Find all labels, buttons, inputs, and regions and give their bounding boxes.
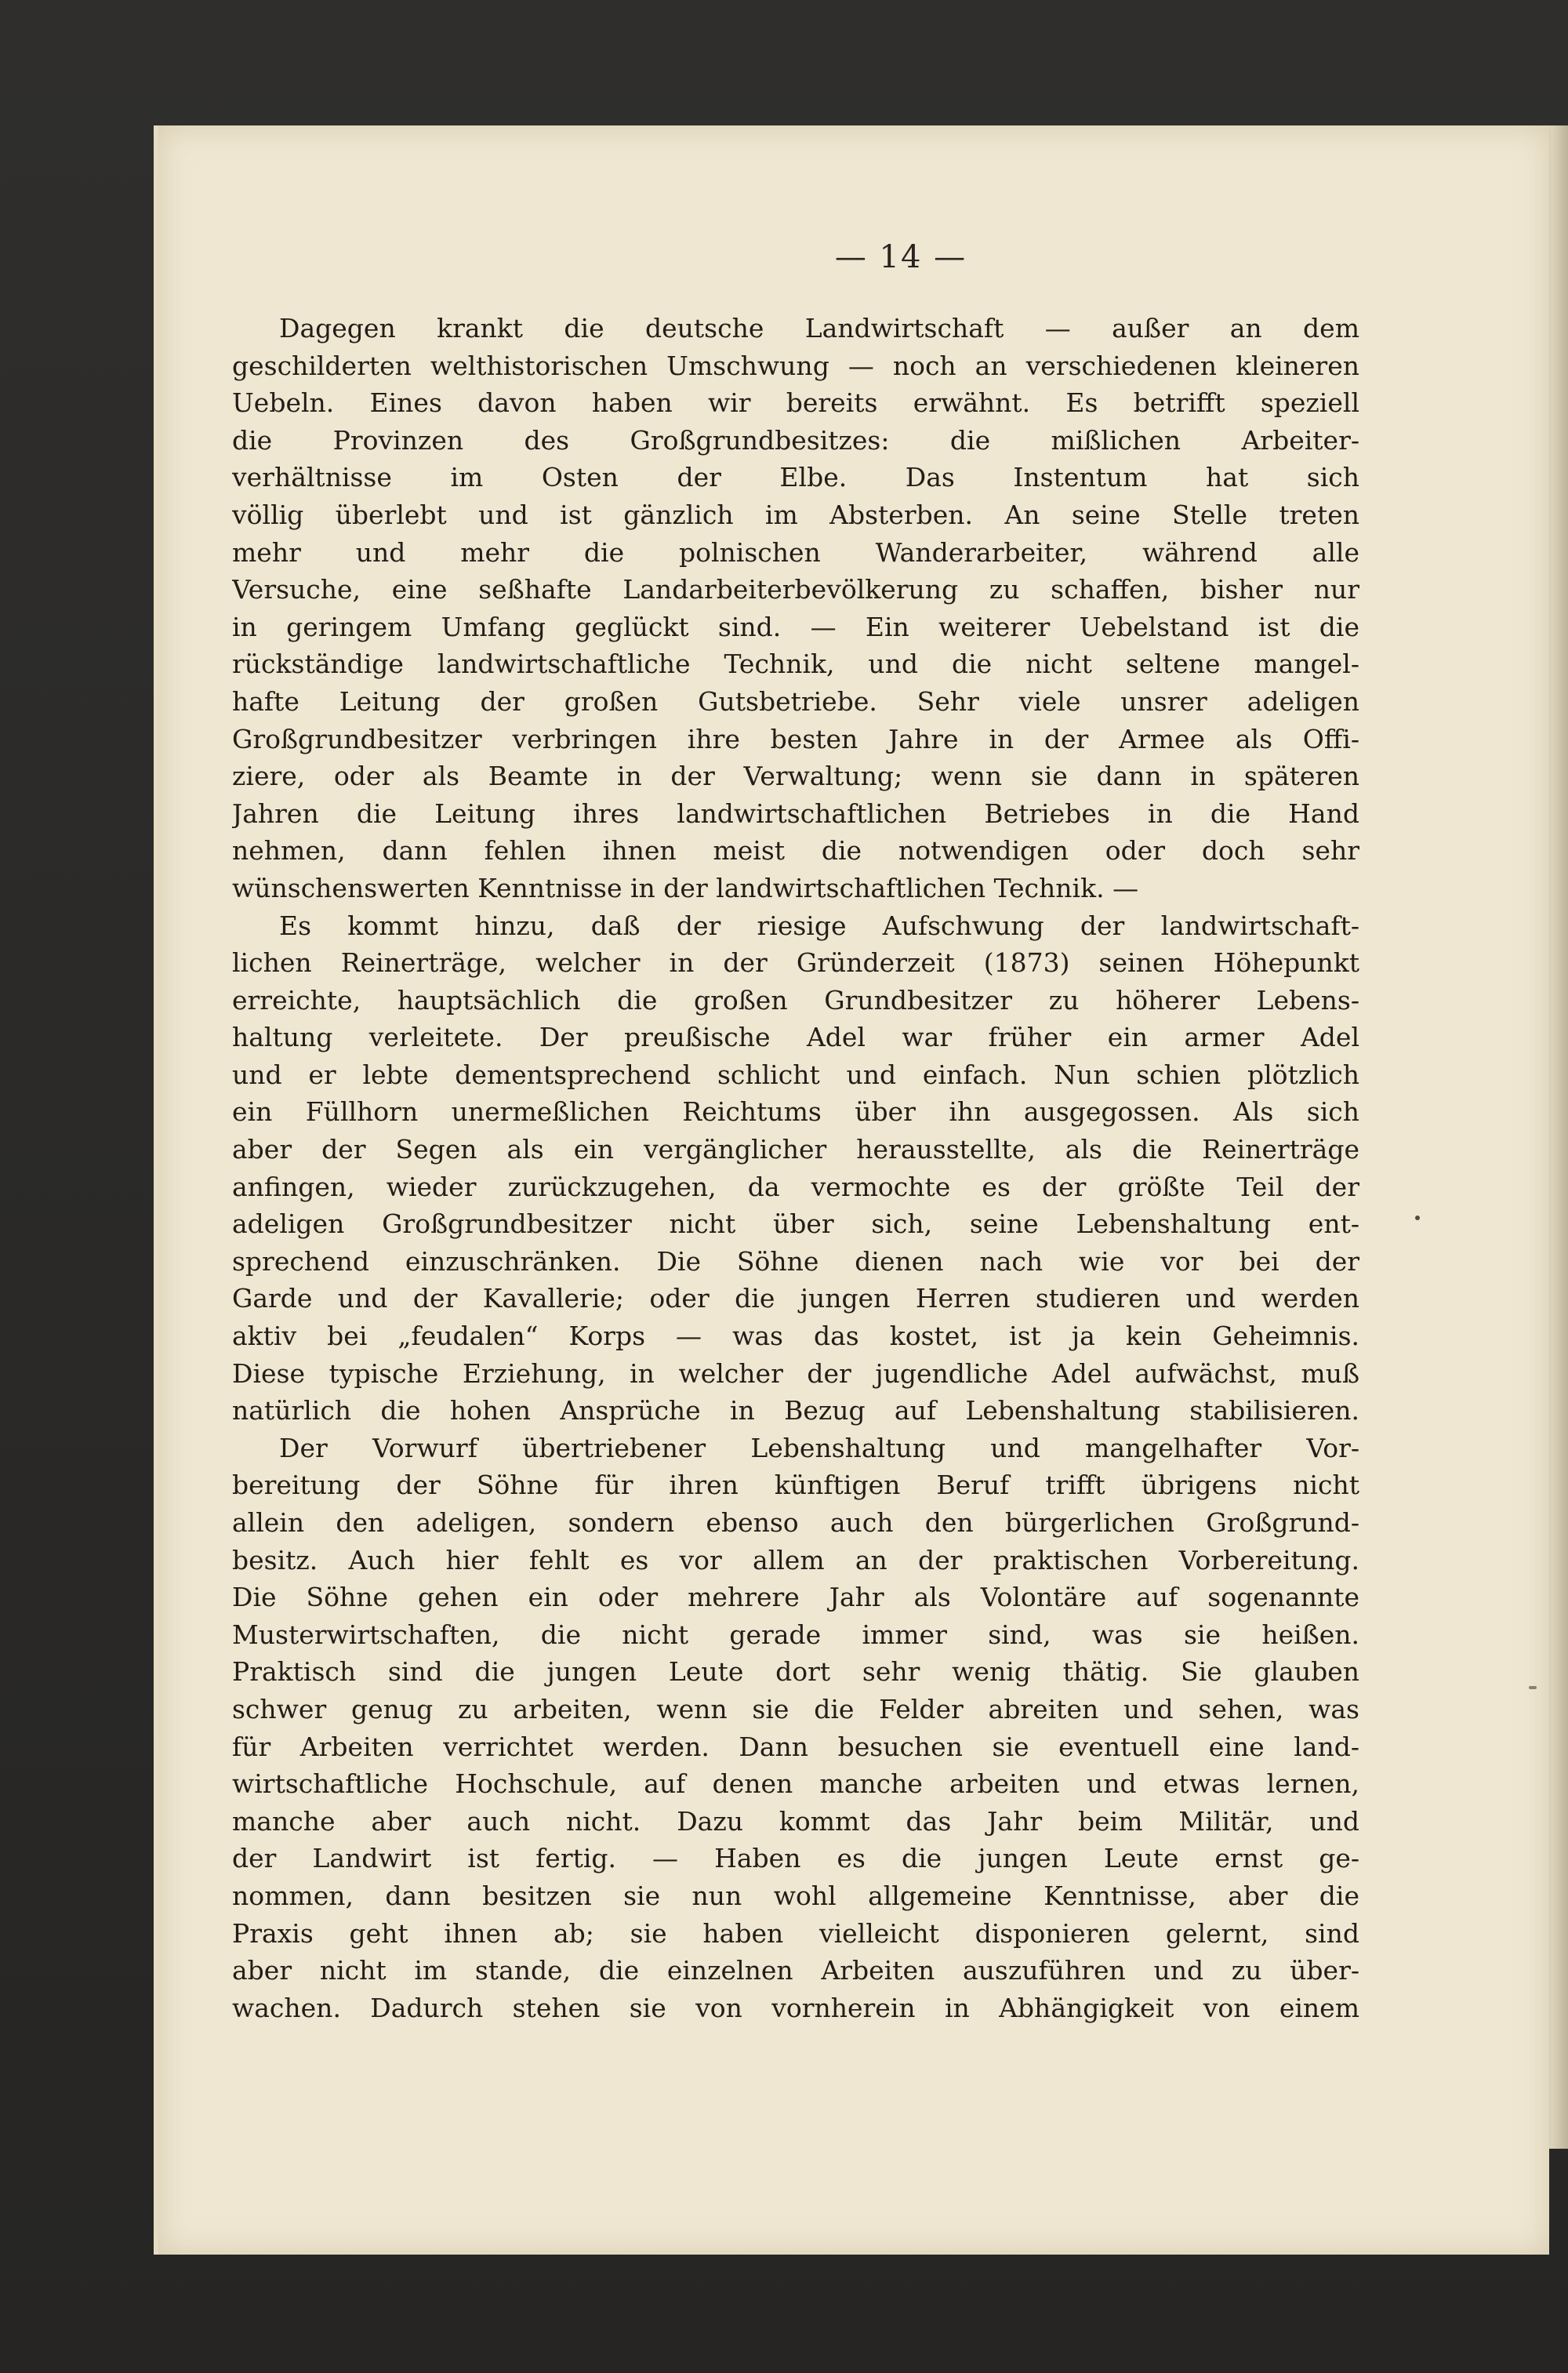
text-line: aber der Segen als ein vergänglicher herausstellte, als die Reinerträge	[232, 1134, 1359, 1165]
text-line: Dagegen krankt die deutsche Landwirtschaft — außer an dem	[279, 313, 1359, 343]
text-line: schwer genug zu arbeiten, wenn sie die Felder abreiten und sehen, was	[232, 1693, 1359, 1724]
text-line: wachen. Dadurch stehen sie von vornherein in Abhängigkeit von einem	[232, 1992, 1359, 2023]
text-line: anfingen, wieder zurückzugehen, da vermochte es der größte Teil der	[232, 1171, 1359, 1202]
text-line: aber nicht im stande, die einzelnen Arbeiten auszuführen und zu über-	[232, 1955, 1359, 1986]
text-line: geschilderten welthistorischen Umschwung — noch an verschiedenen kleineren	[232, 350, 1359, 381]
text-line: der Landwirt ist fertig. — Haben es die jungen Leute ernst ge-	[232, 1843, 1359, 1874]
text-line: natürlich die hohen Ansprüche in Bezug auf Lebenshaltung stabilisieren.	[232, 1395, 1359, 1426]
text-line: manche aber auch nicht. Dazu kommt das Jahr beim Militär, und	[232, 1805, 1359, 1837]
text-line: wirtschaftliche Hochschule, auf denen manche arbeiten und etwas lernen,	[232, 1768, 1359, 1800]
page-number: — 14 —	[834, 239, 967, 275]
text-line: sprechend einzuschränken. Die Söhne dienen nach wie vor bei der	[232, 1245, 1359, 1277]
text-line: Musterwirtschaften, die nicht gerade immer sind, was sie heißen.	[232, 1619, 1359, 1650]
text-line: allein den adeligen, sondern ebenso auch den bürgerlichen Großgrund-	[232, 1507, 1359, 1538]
text-line: Uebeln. Eines davon haben wir bereits erwähnt. Es betrifft speziell	[232, 387, 1359, 419]
text-line: hafte Leitung der großen Gutsbetriebe. Sehr viele unsrer adeligen	[232, 685, 1359, 717]
text-line: für Arbeiten verrichtet werden. Dann besuchen sie eventuell eine land-	[232, 1731, 1359, 1762]
text-line: die Provinzen des Großgrundbesitzes: die mißlichen Arbeiter-	[232, 424, 1359, 456]
text-line: wünschenswerten Kenntnisse in der landwirtschaftlichen Technik. —	[232, 872, 1139, 903]
margin-speck	[1415, 1216, 1420, 1220]
text-line: besitz. Auch hier fehlt es vor allem an der praktischen Vorbereitung.	[232, 1544, 1359, 1575]
text-line: aktiv bei „feudalen“ Korps — was das kostet, ist ja kein Geheimnis.	[232, 1321, 1359, 1352]
text-line: Praxis geht ihnen ab; sie haben vielleicht disponieren gelernt, sind	[232, 1917, 1359, 1949]
text-line: erreichte, hauptsächlich die großen Grundbesitzer zu höherer Lebens-	[232, 984, 1359, 1016]
text-line: haltung verleitete. Der preußische Adel war früher ein armer Adel	[232, 1022, 1359, 1053]
text-line: rückständige landwirtschaftliche Technik, und die nicht seltene mangel-	[232, 649, 1359, 680]
text-line: Garde und der Kavallerie; oder die jungen Herren studieren und werden	[232, 1283, 1359, 1314]
text-line: mehr und mehr die polnischen Wanderarbeiter, während alle	[232, 536, 1359, 568]
text-line: und er lebte dementsprechend schlicht und einfach. Nun schien plötzlich	[232, 1059, 1359, 1090]
text-line: Es kommt hinzu, daß der riesige Aufschwung der landwirtschaft-	[279, 910, 1359, 941]
text-line: lichen Reinerträge, welcher in der Gründerzeit (1873) seinen Höhepunkt	[232, 947, 1359, 979]
text-line: in geringem Umfang geglückt sind. — Ein weiterer Uebelstand ist die	[232, 611, 1359, 642]
body-text	[232, 310, 1359, 2026]
text-line: Die Söhne gehen ein oder mehrere Jahr als Volontäre auf sogenannte	[232, 1582, 1359, 1613]
text-line: ein Füllhorn unermeßlichen Reichtums über ihn ausgegossen. Als sich	[232, 1096, 1359, 1128]
edge-speck	[1529, 1686, 1537, 1689]
text-line: Diese typische Erziehung, in welcher der jugendliche Adel aufwächst, muß	[232, 1357, 1359, 1389]
text-line: Versuche, eine seßhafte Landarbeiterbevölkerung zu schaffen, bisher nur	[232, 574, 1359, 605]
text-line: bereitung der Söhne für ihren künftigen Beruf trifft übrigens nicht	[232, 1470, 1359, 1501]
text-line: Praktisch sind die jungen Leute dort sehr wenig thätig. Sie glauben	[232, 1656, 1359, 1688]
text-line: Großgrundbesitzer verbringen ihre besten Jahre in der Armee als Offi-	[232, 723, 1359, 754]
text-line: völlig überlebt und ist gänzlich im Absterben. An seine Stelle treten	[232, 499, 1359, 530]
text-line: verhältnisse im Osten der Elbe. Das Instentum hat sich	[232, 462, 1359, 493]
text-line: nommen, dann besitzen sie nun wohl allgemeine Kenntnisse, aber die	[232, 1880, 1359, 1911]
text-line: adeligen Großgrundbesitzer nicht über sich, seine Lebenshaltung ent-	[232, 1208, 1359, 1240]
text-line: Jahren die Leitung ihres landwirtschaftlichen Betriebes in die Hand	[232, 798, 1359, 829]
text-line: nehmen, dann fehlen ihnen meist die notwendigen oder doch sehr	[232, 835, 1359, 867]
text-line: Der Vorwurf übertriebener Lebenshaltung und mangelhafter Vor-	[279, 1432, 1359, 1463]
text-line: ziere, oder als Beamte in der Verwaltung; wenn sie dann in späteren	[232, 761, 1359, 792]
